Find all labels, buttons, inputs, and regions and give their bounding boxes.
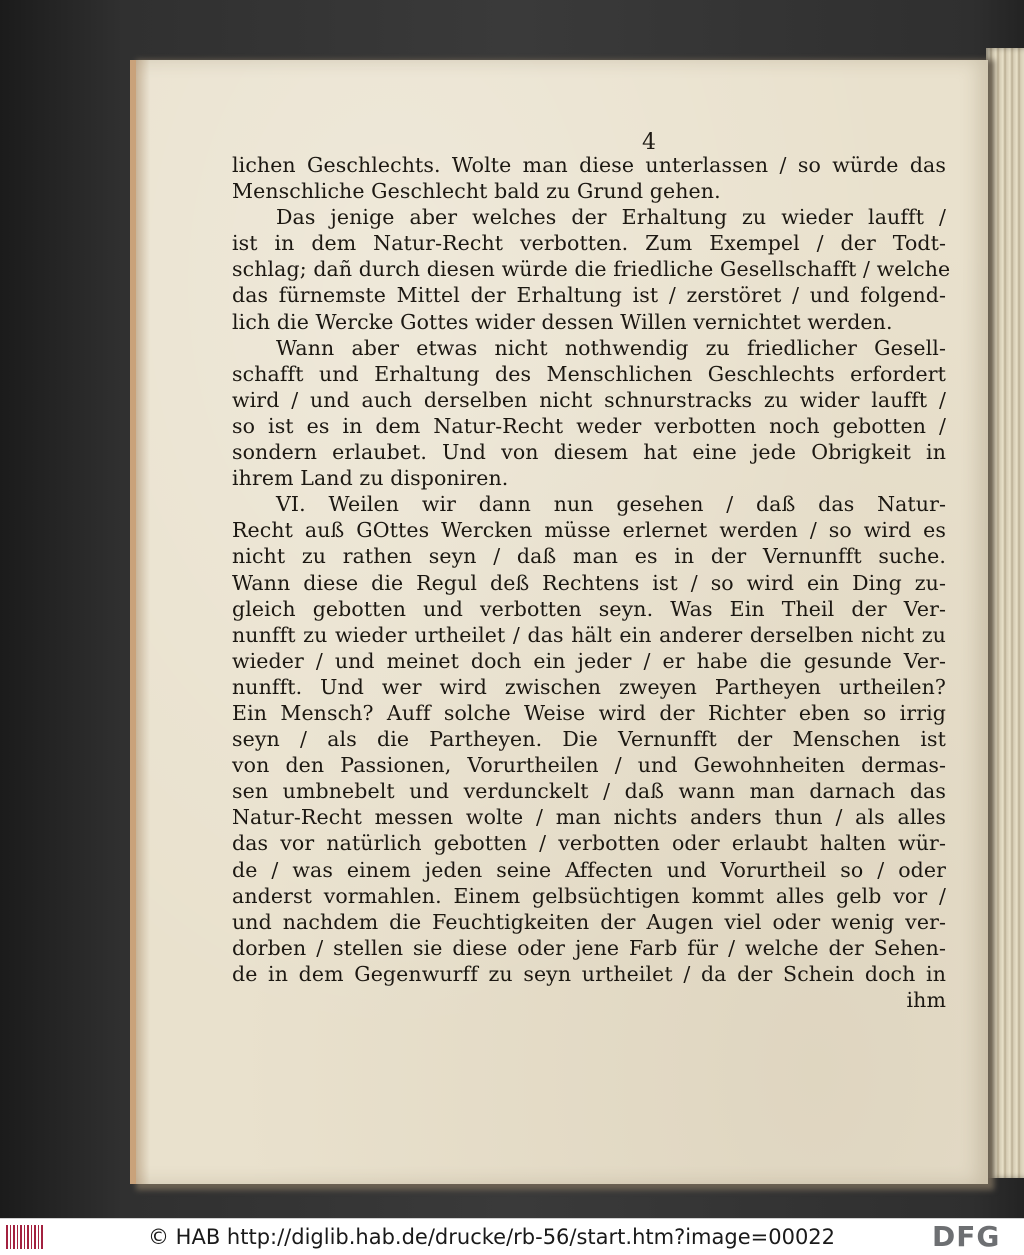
text-line: anderst vormahlen. Einem gelbsüchtigen kommt alles gelb vor / [232,883,946,908]
footer-bar [0,1218,1024,1255]
text-line: lich die Wercke Gottes wider dessen Willen vernichtet werden. [232,309,893,334]
text-line: dorben / stellen sie diese oder jene Farb für / welche der Sehen- [232,935,946,960]
text-line: so ist es in dem Natur-Recht weder verbotten noch gebotten / [232,413,946,438]
barcode-icon [6,1225,44,1249]
text-line: das fürnemste Mittel der Erhaltung ist / zerstöret / und folgend- [232,283,946,308]
text-line: Ein Mensch? Auff solche Weise wird der Richter eben so irrig [232,700,946,725]
text-line: wird / und auch derselben nicht schnurstracks zu wider laufft / [232,387,946,412]
page-number: 4 [642,130,656,155]
text-line: seyn / als die Partheyen. Die Vernunfft der Menschen ist [232,727,946,752]
text-line: das vor natürlich gebotten / verbotten oder erlaubt halten wür- [232,831,946,856]
text-line: Natur-Recht messen wolte / man nichts anders thun / als alles [232,805,946,830]
text-line: Wann diese die Regul deß Rechtens ist / so wird ein Ding zu- [232,570,946,595]
text-line: sondern erlaubet. Und von diesem hat eine jede Obrigkeit in [232,440,946,465]
text-line: de / was einem jeden seine Affecten und Vorurtheil so / oder [232,857,946,882]
body-text [232,152,951,1013]
text-line: gleich gebotten und verbotten seyn. Was Ein Theil der Ver- [232,596,946,621]
text-line: und nachdem die Feuchtigkeiten der Augen viel oder wenig ver- [232,909,946,934]
text-line: Wann aber etwas nicht nothwendig zu friedlicher Gesell- [276,335,946,360]
text-line: von den Passionen, Vorurtheilen / und Gewohnheiten dermas- [232,753,946,778]
text-line: wieder / und meinet doch ein jeder / er habe die gesunde Ver- [232,648,946,673]
text-line: ist in dem Natur-Recht verbotten. Zum Exempel / der Todt- [232,231,946,256]
catchword: ihm [906,988,946,1012]
text-line: Recht auß GOttes Wercken müsse erlernet werden / so wird es [232,518,946,543]
text-line: Menschliche Geschlecht bald zu Grund gehen. [232,179,721,204]
text-line: nicht zu rathen seyn / daß man es in der Vernunfft suche. [232,544,946,569]
text-line: Das jenige aber welches der Erhaltung zu wieder laufft / [276,205,946,230]
text-line: nunfft. Und wer wird zwischen zweyen Partheyen urtheilen? [232,674,946,699]
text-line: schafft und Erhaltung des Menschlichen Geschlechts erfordert [232,361,946,386]
dfg-logo: DFG [932,1220,1001,1253]
text-line: schlag; dañ durch diesen würde die friedliche Gesellschafft / welche [232,257,951,282]
text-line: lichen Geschlechts. Wolte man diese unterlassen / so würde das [232,153,946,177]
page-gutter [136,60,150,1184]
text-line: ihrem Land zu disponiren. [232,466,509,491]
copyright-link[interactable]: © HAB http://diglib.hab.de/drucke/rb-56/start.htm?image=00022 [148,1225,836,1249]
text-line: nunfft zu wieder urtheilet / das hält ein anderer derselben nicht zu [232,622,946,647]
text-line: de in dem Gegenwurff zu seyn urtheilet / da der Schein doch in [232,961,946,986]
text-line: VI. Weilen wir dann nun gesehen / daß das Natur- [276,492,946,517]
text-line: sen umbnebelt und verdunckelt / daß wann man darnach das [232,779,946,804]
